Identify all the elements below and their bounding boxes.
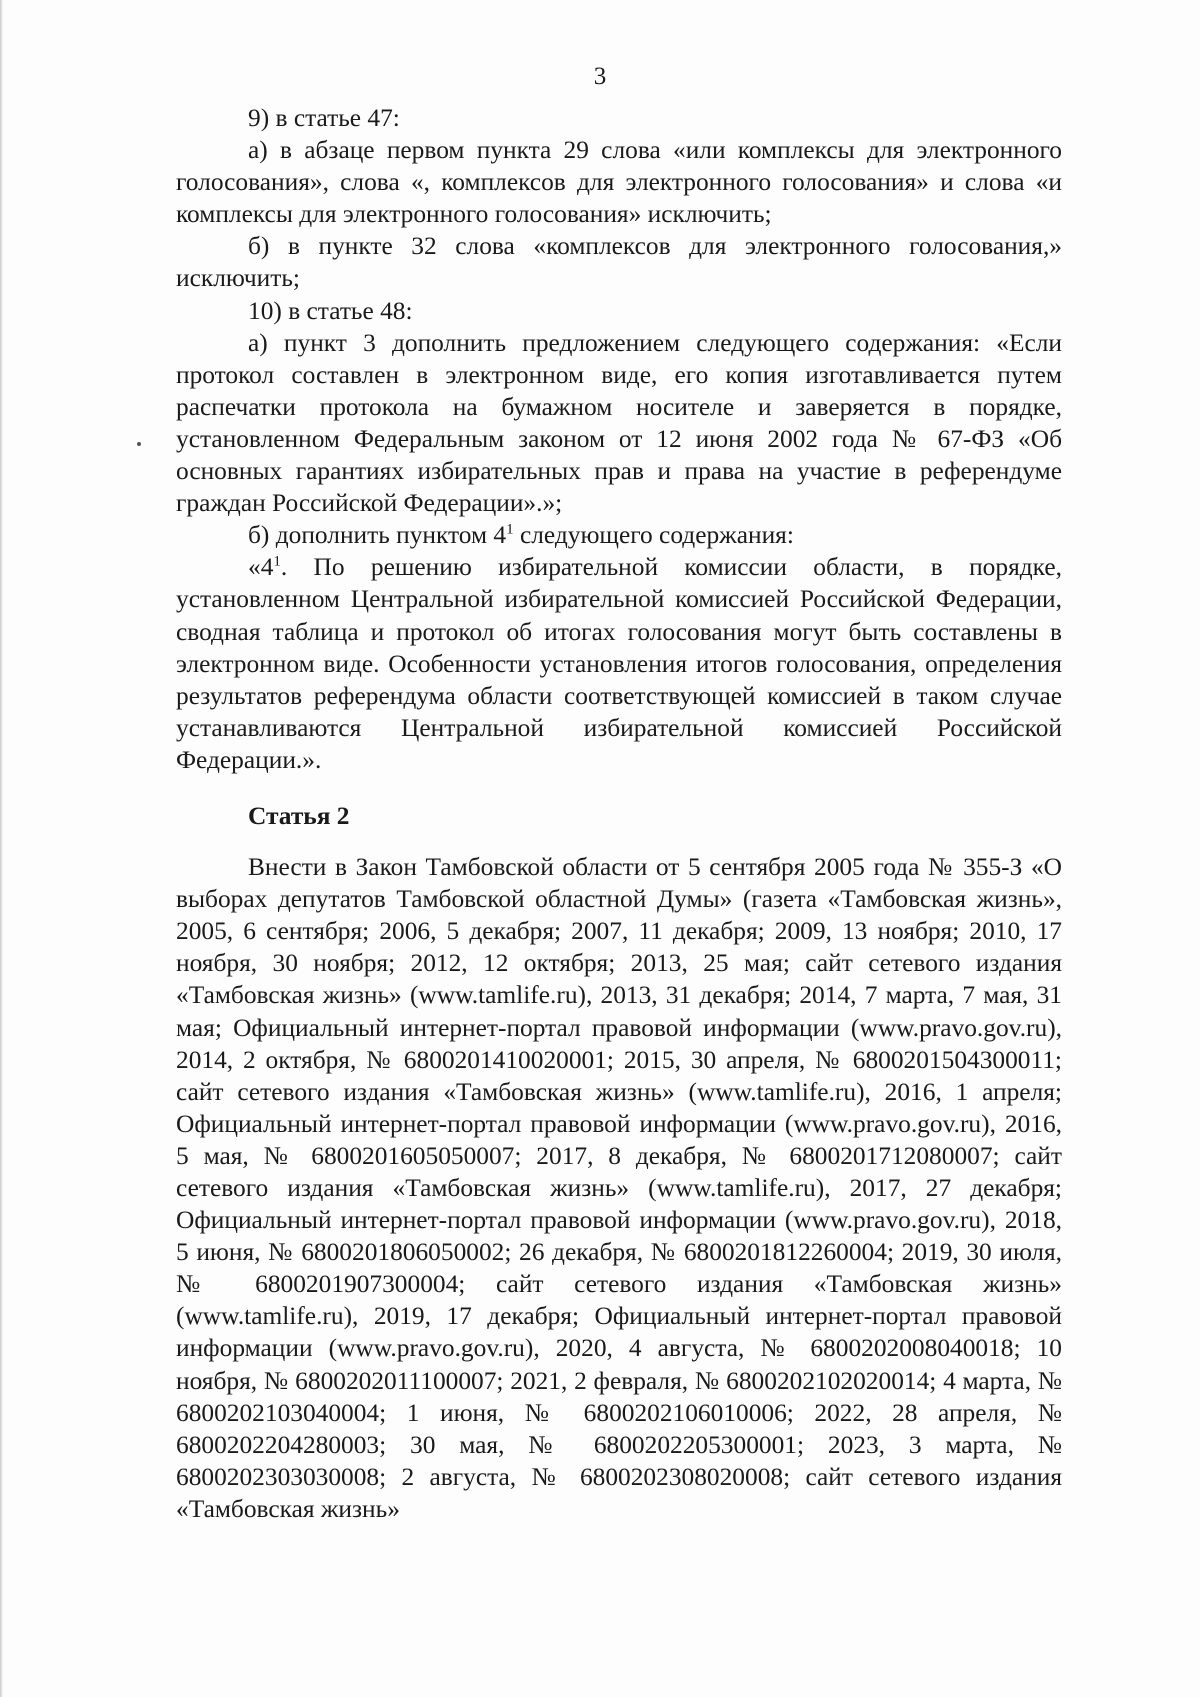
article-2-heading: Статья 2 bbox=[248, 801, 350, 830]
paragraph-text: б) в пункте 32 слова «комплексов для электронного голосования,» исключить; bbox=[176, 232, 1062, 293]
amendment-subitem-10a bbox=[176, 327, 1062, 520]
paragraph-text-continued: . По решению избирательной комиссии области, в порядке, установленном Центральной избирательной комиссией Российской Федерации, сводная таблица и протокол об итогах голосования могут быть составлены в электронном виде. Особенности установления итогов голосования, определения результатов референдума области соответствующей комиссией в таком случае устанавливаются Центральной избирательной комиссией Российской Федерации.». bbox=[176, 553, 1062, 774]
scan-edge-shadow bbox=[0, 0, 3, 1697]
paragraph-text: «4 bbox=[248, 553, 274, 582]
paragraph-text: а) пункт 3 дополнить предложением следующего содержания: «Если протокол составлен в электронном виде, его копия изготавливается путем распечатки протокола на бумажном носителе и заверяется в порядке, установленном Федеральным законом от 12 июня 2002 года № 67-ФЗ «Об основных гарантиях избирательных прав и права на участие в референдуме граждан Российской Федерации».»; bbox=[176, 328, 1062, 518]
amendment-subitem-10b bbox=[176, 519, 1062, 551]
page-number: 3 bbox=[593, 63, 607, 90]
paragraph-text: а) в абзаце первом пункта 29 слова «или комплексы для электронного голосования», слова «, комплексов для электронного голосования» и слова «и комплексы для электронного голосования» исключить; bbox=[176, 136, 1062, 229]
amendment-subitem-9a bbox=[176, 134, 1062, 230]
scan-speck bbox=[137, 442, 141, 446]
superscript-index: 1 bbox=[506, 521, 514, 538]
document-body bbox=[176, 102, 1062, 1525]
paragraph-text: 9) в статье 47: bbox=[248, 104, 400, 132]
amendment-subitem-9b bbox=[176, 230, 1062, 294]
paragraph-text: Внести в Закон Тамбовской области от 5 сентября 2005 года № 355-З «О выборах депутатов Тамбовской областной Думы» (газета «Тамбовская жизнь», 2005, 6 сентября; 2006, 5 декабря; 2007, 11 декабря; 2009, 13 ноября; 2010, 17 ноября, 30 ноября; 2012, 12 октября; 2013, 25 мая; сайт сетевого издания «Тамбовская жизнь» (www.tamlife.ru), 2013, 31 декабря; 2014, 7 марта, 7 мая, 31 мая; Официальный интернет-портал правовой информации (www.pravo.gov.ru), 2014, 2 октября, № 6800201410020001; 2015, 30 апреля, № 6800201504300011; сайт сетевого издания «Тамбовская жизнь» (www.tamlife.ru), 2016, 1 апреля; Официальный интернет-портал правовой информации (www.pravo.gov.ru), 2016, 5 мая, № 6800201605050007; 2017, 8 декабря, № 6800201712080007; сайт сетевого издания «Тамбовская жизнь» (www.tamlife.ru), 2017, 27 декабря; Официальный интернет-портал правовой информации (www.pravo.gov.ru), 2018, 5 июня, № 6800201806050002; 26 декабря, № 6800201812260004; 2019, 30 июля, № 6800201907300004; сайт сетевого издания «Тамбовская жизнь» (www.tamlife.ru), 2019, 17 декабря; Официальный интернет-портал правовой информации (www.pravo.gov.ru), 2020, 4 августа, № 6800202008040018; 10 ноября, № 6800202011100007; 2021, 2 февраля, № 6800202102020014; 4 марта, № 6800202103040004; 1 июня, № 6800202106010006; 2022, 28 апреля, № 6800202204280003; 30 мая, № 6800202205300001; 2023, 3 марта, № 6800202303030008; 2 августа, № 6800202308020008; сайт сетевого издания «Тамбовская жизнь» bbox=[176, 853, 1062, 1523]
article-2-paragraph bbox=[176, 851, 1062, 1525]
new-point-4-1 bbox=[176, 551, 1062, 776]
paragraph-text: б) дополнить пунктом 4 bbox=[248, 521, 507, 550]
amendment-item-10 bbox=[176, 295, 1062, 327]
amendment-item-9 bbox=[176, 102, 1062, 134]
paragraph-text: 10) в статье 48: bbox=[248, 296, 413, 325]
paragraph-text-continued: следующего содержания: bbox=[513, 521, 794, 550]
superscript-index: 1 bbox=[273, 553, 281, 570]
